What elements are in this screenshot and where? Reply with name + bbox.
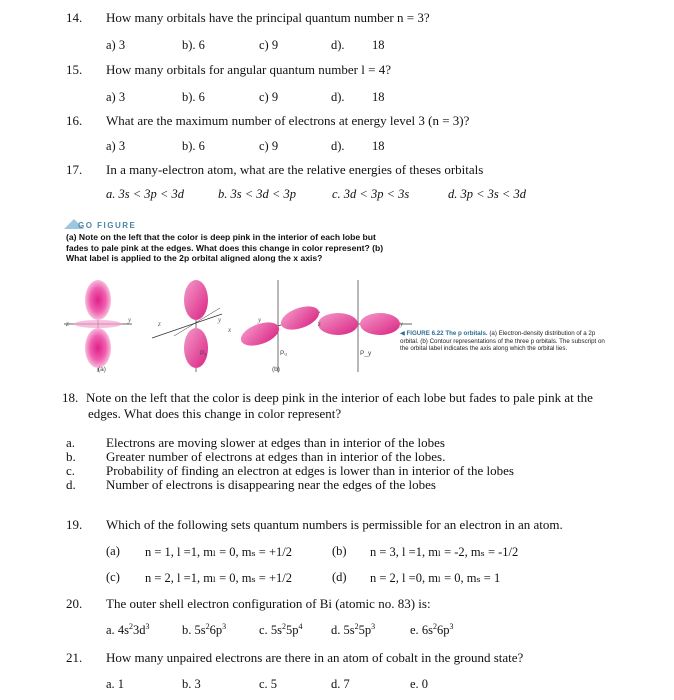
q17-text: In a many-electron atom, what are the relative energies of theses orbitals — [106, 162, 484, 177]
q21-text: How many unpaired electrons are there in an atom of cobalt in the ground state? — [106, 650, 524, 665]
q18-text: Note on the left that the color is deep pink in the interior of each lobe but fades to pale pink at the — [86, 390, 593, 405]
q15-option-b: b). 6 — [182, 90, 205, 104]
q16-option-c: c) 9 — [259, 139, 279, 153]
p-orbital-horizontal — [318, 280, 412, 372]
p-orbital-vertical — [152, 280, 222, 372]
q15-option-d: d). — [331, 90, 345, 104]
caption-body: (a) Electron-density distribution of a 2p orbital. (b) Contour representations of the three p orbitals. The subscript on the orbital label indicates the axis along which the orbital lies. — [400, 330, 605, 353]
q16-option-d-value: 18 — [372, 139, 385, 153]
q14-text: How many orbitals have the principal quantum number n = 3? — [106, 10, 430, 25]
q21-option-a: a. 1 — [106, 677, 125, 691]
q20-option-c: c. $5s^25p^4$ — [259, 622, 303, 637]
axis-label-z-a: z — [66, 320, 69, 328]
q17-option-a: a. 3s < 3p < 3d — [106, 187, 184, 201]
q20-option-b-letter: b. — [182, 623, 192, 637]
q15-number: 15. — [66, 62, 83, 77]
q16-option-d: d). — [331, 139, 345, 153]
q16-number: 16. — [66, 113, 83, 128]
q15-option-a: a) 3 — [106, 90, 126, 104]
figure-6-22 — [62, 216, 610, 382]
q19-option-a-letter: (a) — [106, 544, 120, 558]
q18-option-b: Greater number of electrons at edges than in interior of the lobes. — [106, 449, 446, 464]
q19-option-a: n = 1, l =1, mₗ = 0, mₛ = +1/2 — [145, 545, 293, 559]
q17-option-c: c. 3d < 3p < 3s — [332, 187, 410, 201]
go-figure-text: (a) Note on the left that the color is deep pink in the interior of each lobe but fades to pale pink at the edges. What does this change in color represent? (b) What label is applied to the 2p orbital aligned along the x axis? — [66, 232, 384, 263]
q18-option-d-letter: d. — [66, 477, 76, 492]
q21-option-c: c. 5 — [259, 677, 278, 691]
orbital-label-1: Pₓ — [200, 350, 207, 357]
q18-option-a-letter: a. — [66, 435, 76, 450]
q19-text: Which of the following sets quantum numbers is permissible for an electron in an atom. — [106, 517, 563, 532]
q21-option-b: b. 3 — [182, 677, 201, 691]
q17-option-b: b. 3s < 3d < 3p — [218, 187, 296, 201]
axis-label-x-b: x — [228, 326, 232, 334]
q19-option-c-letter: (c) — [106, 570, 120, 584]
q16-text: What are the maximum number of electrons at energy level 3 (n = 3)? — [106, 113, 470, 128]
q20-option-e: e. $6s^26p^3$ — [410, 622, 454, 637]
q20-option-d: d. $5s^25p^3$ — [331, 622, 376, 637]
q18-option-d: Number of electrons is disappearing near the edges of the lobes — [106, 477, 436, 492]
q19-option-c: n = 2, l =1, mₗ = 0, mₛ = +1/2 — [145, 571, 293, 585]
q17-number: 17. — [66, 162, 83, 177]
axis-label-y-c: y — [258, 316, 262, 324]
go-figure-title: GO FIGURE — [78, 221, 137, 230]
q15-option-d-value: 18 — [372, 90, 385, 104]
figure-label-a: (a) — [98, 366, 106, 373]
p-orbitals-illustration — [62, 272, 610, 382]
q21-number: 21. — [66, 650, 83, 665]
q18-option-c: Probability of finding an electron at edges is lower than in interior of the lobes — [106, 463, 514, 478]
q18-option-c-letter: c. — [66, 463, 76, 478]
q20-option-e-letter: e. — [410, 623, 419, 637]
figure-label-b: (b) — [272, 366, 280, 373]
q14-option-d: d). — [331, 38, 345, 52]
orbital-label-3: P_y — [360, 350, 372, 357]
q15-option-c: c) 9 — [259, 90, 279, 104]
axis-label-z-b: z — [158, 320, 161, 328]
q19-option-d-letter: (d) — [332, 570, 347, 584]
q14-option-c: c) 9 — [259, 38, 279, 52]
figure-caption: ◀ FIGURE 6.22 The p orbitals. (a) Electron-density distribution of a 2p orbital. (b) Contour representations of the three p orbitals. The subscript on the orbital label indicates the axis along which the orbital lies. — [400, 330, 605, 353]
q20-text: The outer shell electron configuration of Bi (atomic no. 83) is: — [106, 596, 431, 611]
q19-number: 19. — [66, 517, 83, 532]
q20-option-a: a. $4s^23d^3$ — [106, 622, 150, 637]
q14-option-d-value: 18 — [372, 38, 385, 52]
axis-label-z-c: z — [318, 320, 321, 328]
q14-option-b: b). 6 — [182, 38, 205, 52]
q19-option-b: n = 3, l =1, mₗ = -2, mₛ = -1/2 — [370, 545, 519, 559]
q19-option-d: n = 2, l =0, mₗ = 0, mₛ = 1 — [370, 571, 501, 585]
q14-option-a: a) 3 — [106, 38, 126, 52]
q18-option-a: Electrons are moving slower at edges than in interior of the lobes — [106, 435, 445, 450]
q17-option-d: d. 3p < 3s < 3d — [448, 187, 526, 201]
q21-option-d: d. 7 — [331, 677, 350, 691]
q21-option-e: e. 0 — [410, 677, 429, 691]
q19-option-b-letter: (b) — [332, 544, 347, 558]
axis-label-y-a: y — [128, 316, 132, 324]
q18-option-b-letter: b. — [66, 449, 76, 464]
q20-option-b: b. $5s^26p^3$ — [182, 622, 227, 637]
electron-density-orbital — [64, 280, 132, 372]
axis-label-y-b: y — [218, 316, 222, 324]
q20-option-d-letter: d. — [331, 623, 341, 637]
q16-option-b: b). 6 — [182, 139, 205, 153]
q20-number: 20. — [66, 596, 83, 611]
q15-text: How many orbitals for angular quantum number l = 4? — [106, 62, 391, 77]
p-orbital-diagonal — [238, 280, 322, 372]
q18-number: 18. — [62, 390, 79, 405]
caption-head: FIGURE 6.22 The p orbitals. — [406, 330, 488, 337]
q14-number: 14. — [66, 10, 83, 25]
q16-option-a: a) 3 — [106, 139, 126, 153]
orbital-label-2: Pᵤ — [280, 350, 287, 357]
q20-option-c-letter: c. — [259, 623, 268, 637]
q18-text-cont: edges. What does this change in color represent? — [88, 406, 342, 421]
q20-option-a-letter: a. — [106, 623, 115, 637]
axis-label-y-d: y — [400, 320, 404, 328]
